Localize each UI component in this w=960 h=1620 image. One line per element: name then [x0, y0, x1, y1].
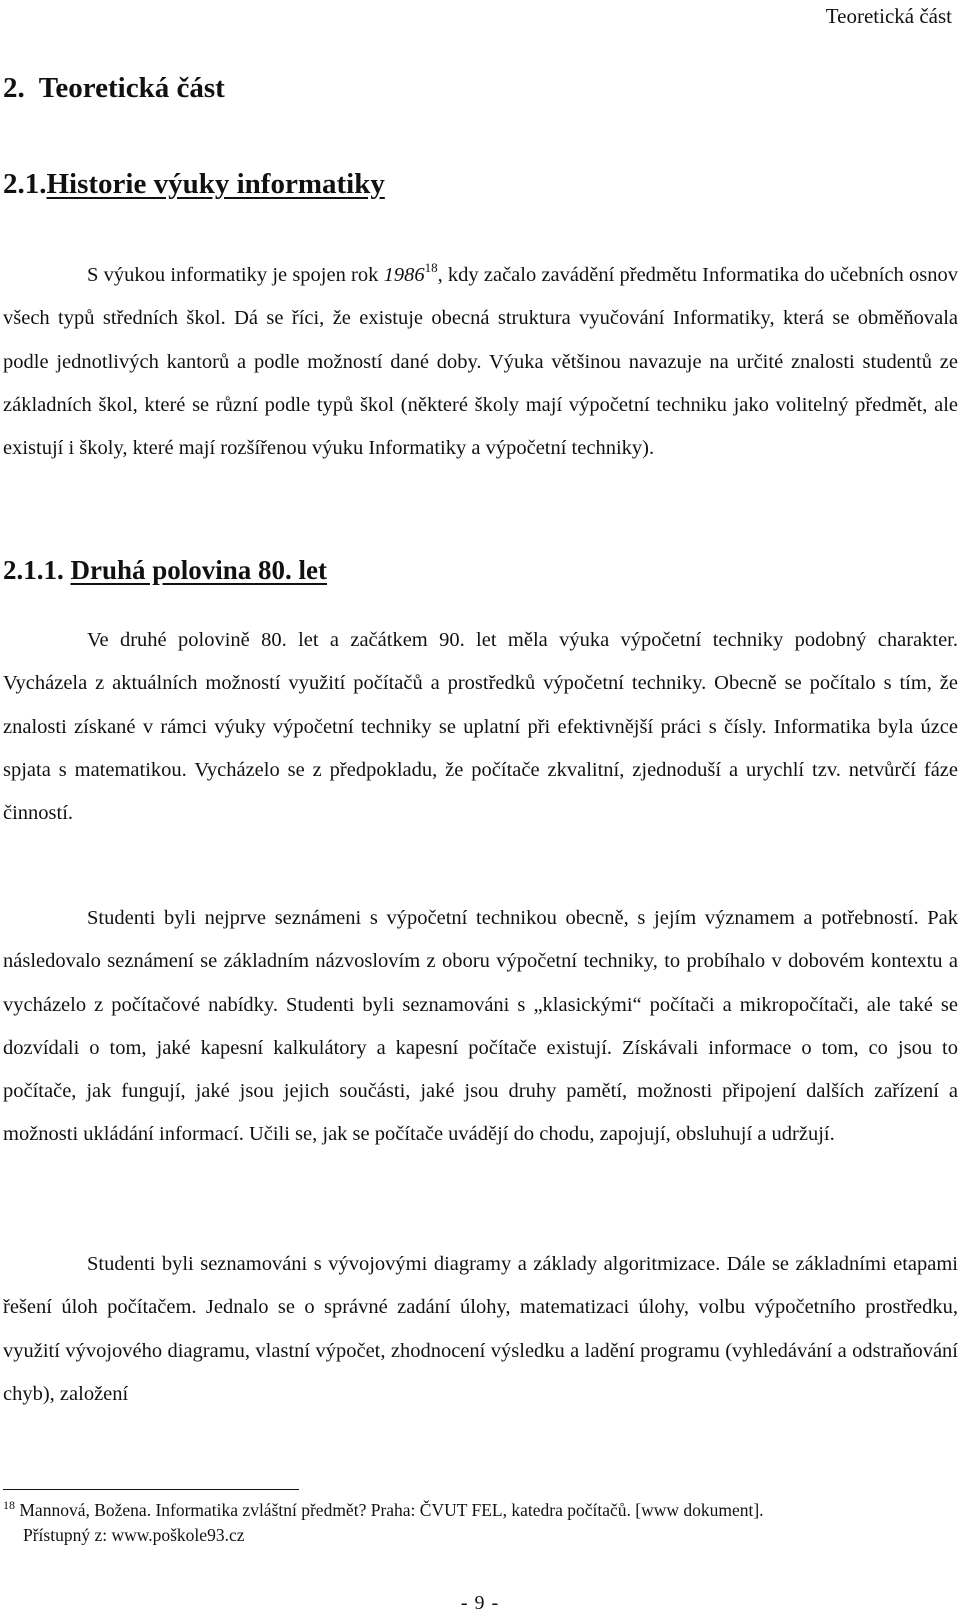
chapter-number: 2.	[3, 72, 25, 104]
paragraph-students-intro-text: Studenti byli nejprve seznámeni s výpočetní technikou obecně, s jejím významem a potřebností. Pak následovalo seznámení se základním názvoslovím z oboru výpočetní techniky, to probíhalo v dobovém kontextu a vycházelo z počítačové nabídky. Studenti byli seznamováni s „klasickými“ počítači a mikropočítači, ale také se dozvídali o tom, jaké kapesní kalkulátory a kapesní počítače existují. Získávali informace o tom, co jsou to počítače, jak fungují, jaké jsou jejich součásti, jaké jsou druhy pamětí, možnosti připojení dalších zařízení a možnosti ukládání informací. Učili se, jak se počítače uvádějí do chodu, zapojují, obsluhují a udržují.	[3, 907, 958, 1146]
subsection-number: 2.1.1.	[3, 555, 64, 585]
footnote-source: Přístupný z: www.poškole93.cz	[23, 1525, 245, 1545]
paragraph-students-intro	[3, 897, 958, 1157]
footnote-separator	[3, 1489, 299, 1490]
footnote-citation: Mannová, Božena. Informatika zvláštní předmět? Praha: ČVUT FEL, katedra počítačů. [www dokument].	[19, 1500, 764, 1520]
paragraph-algorithms-text: Studenti byli seznamováni s vývojovými diagramy a základy algoritmizace. Dále se základními etapami řešení úloh počítačem. Jednalo se o správné zadání úlohy, matematizaci úlohy, volbu výpočetního prostředku, využití vývojového diagramu, vlastní výpočet, zhodnocení výsledku a ladění programu (vyhledávání a odstraňování chyb), založení	[3, 1253, 958, 1405]
footnote	[3, 1498, 943, 1548]
footnote-number: 18	[3, 1498, 15, 1512]
running-header: Teoretická část	[825, 4, 952, 28]
year-1986: 1986	[383, 264, 425, 286]
subsection-heading	[3, 555, 327, 586]
paragraph-intro-rest: , kdy začalo zavádění předmětu Informatika do učebních osnov všech typů středních škol. Dá se říci, že existuje obecná struktura vyučování Informatiky, která se obměňovala podle jednotlivých kantorů a podle možností dané doby. Výuka většinou navazuje na určité znalosti studentů ze základních škol, které se různí podle typů škol (některé školy mají výpočetní techniku jako volitelný předmět, ale existují i školy, které mají rozšířenou výuku Informatiky a výpočetní techniky).	[3, 264, 958, 460]
chapter-title: Teoretická část	[38, 72, 225, 104]
paragraph-algorithms	[3, 1243, 958, 1416]
subsection-title: Druhá polovina 80. let	[70, 555, 328, 585]
section-heading	[3, 168, 385, 201]
footnote-reference[interactable]: 18	[424, 260, 438, 275]
paragraph-80s-text: Ve druhé polovině 80. let a začátkem 90. let měla výuka výpočetní techniky podobný charakter. Vycházela z aktuálních možností využití počítačů a prostředků výpočetní techniky. Obecně se počítalo s tím, že znalosti získané v rámci výuky výpočetní techniky se uplatní při efektivnější práci s čísly. Informatika byla úzce spjata s matematikou. Vycházelo se z předpokladu, že počítače zkvalitní, zjednoduší a urychlí tzv. netvůrčí fáze činností.	[3, 629, 958, 825]
page-number: - 9 -	[460, 1592, 500, 1614]
paragraph-intro-start: S výukou informatiky je spojen rok	[87, 264, 384, 286]
section-number: 2.1.	[3, 168, 47, 200]
section-title: Historie výuky informatiky	[46, 168, 385, 200]
paragraph-intro	[3, 254, 958, 470]
paragraph-80s	[3, 619, 958, 835]
chapter-heading	[3, 72, 225, 105]
